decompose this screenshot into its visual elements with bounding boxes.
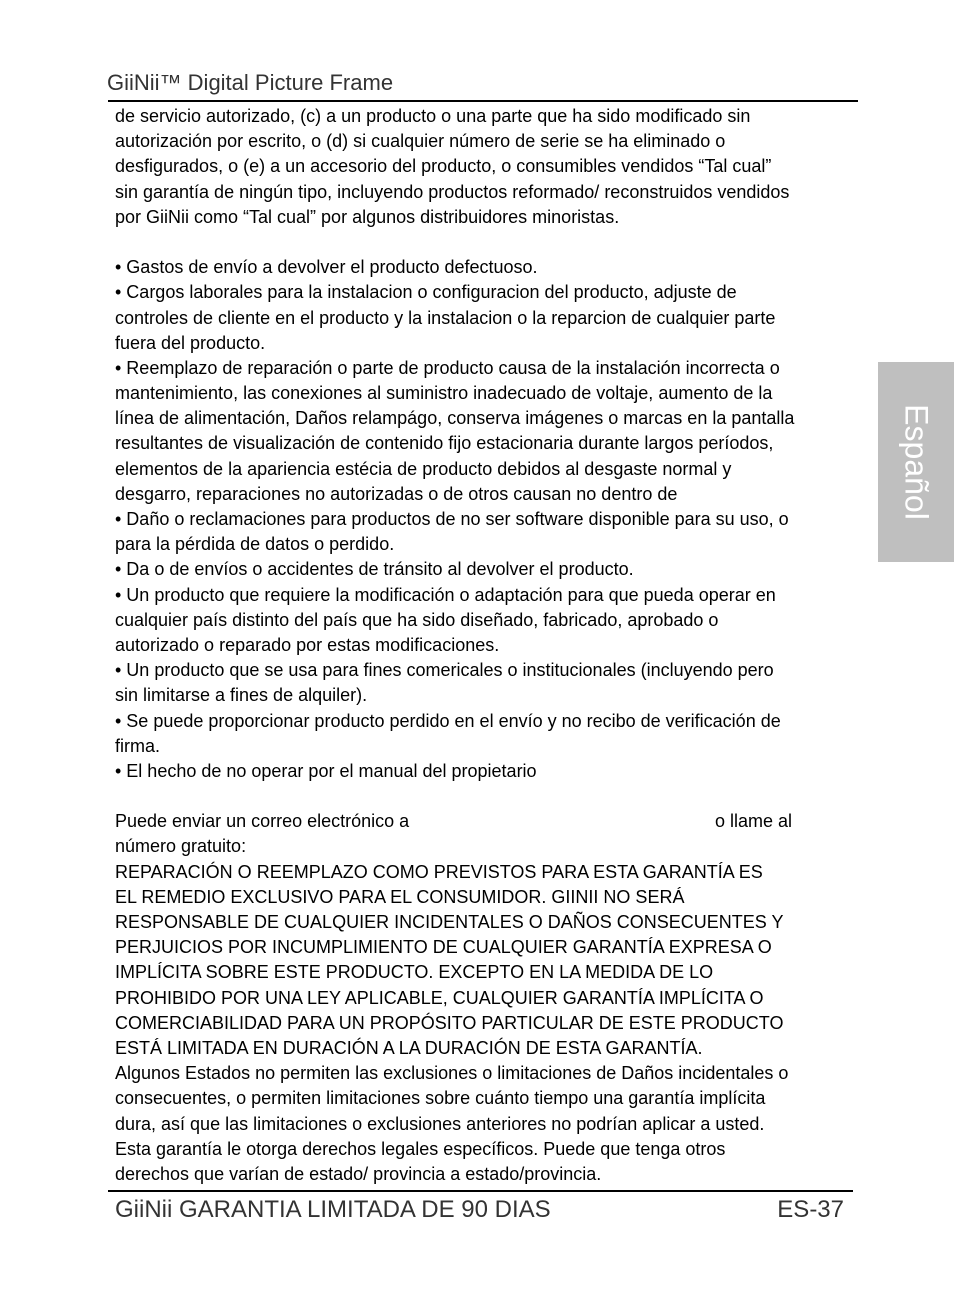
text-line: resultantes de visualización de contenido fijo estacionaria durante largos períodos, [115,433,774,454]
text-line: IMPLÍCITA SOBRE ESTE PRODUCTO. EXCEPTO EN LA MEDIDA DE LO [115,962,714,983]
footer-divider [108,1190,853,1192]
paragraph-spacer [115,784,860,809]
text-line: desgarro, reparaciones no autorizadas o de otros causan no dentro de [115,483,678,504]
text-line: número gratuito: [115,836,247,857]
text-line: línea de alimentación, Daños relampágo, conserva imágenes o marcas en la pantalla [115,408,795,429]
paragraph-spacer [115,230,860,255]
page-number: ES-37 [777,1196,844,1223]
text-line: para la pérdida de datos o perdido. [115,534,395,555]
text-line: elementos de la apariencia estécia de producto debidos al desgaste normal y [115,458,732,479]
text-line: • El hecho de no operar por el manual del propietario [115,760,537,781]
text-line: PERJUICIOS POR INCUMPLIMIENTO DE CUALQUIER GARANTÍA EXPRESA O [115,937,772,958]
text-line: REPARACIÓN O REEMPLAZO COMO PREVISTOS PARA ESTA GARANTÍA ES [115,861,763,882]
text-line: consecuentes, o permiten limitaciones sobre cuánto tiempo una garantía implícita [115,1088,766,1109]
text-line: cualquier país distinto del país que ha sido diseñado, fabricado, aprobado o [115,609,719,630]
text-line: dura, así que las limitaciones o exclusiones anteriores no podrían aplicar a usted. [115,1113,765,1134]
text-line: COMERCIABILIDAD PARA UN PROPÓSITO PARTICULAR DE ESTE PRODUCTO [115,1012,784,1033]
text-line: • Un producto que requiere la modificación o adaptación para que pueda operar en [115,584,776,605]
text-line: autorización por escrito, o (d) si cualquier número de serie se ha eliminado o [115,131,726,152]
text-line: • Cargos laborales para la instalacion o configuracion del producto, adjuste de [115,282,737,303]
text-line: Esta garantía le otorga derechos legales específicos. Puede que tenga otros [115,1138,726,1159]
text-line: desfigurados, o (e) a un accesorio del producto, o consumibles vendidos “Tal cual” [115,156,772,177]
text-line: Algunos Estados no permiten las exclusiones o limitaciones de Daños incidentales o [115,1063,789,1084]
text-line: • Un producto que se usa para fines comericales o institucionales (incluyendo pero [115,660,774,681]
text-line: por GiiNii como “Tal cual” por algunos distribuidores minoristas. [115,206,620,227]
text-line: de servicio autorizado, (c) a un producto o una parte que ha sido modificado sin [115,106,751,126]
text-line: • Gastos de envío a devolver el producto defectuoso. [115,257,538,278]
body-paragraphs [115,104,860,809]
text-line: sin limitarse a fines de alquiler). [115,685,368,706]
text-line: PROHIBIDO POR UNA LEY APLICABLE, CUALQUIER GARANTÍA IMPLÍCITA O [115,987,764,1008]
header-divider [108,100,858,102]
text-line: • Daño o reclamaciones para productos de no ser software disponible para su uso, o [115,509,789,529]
email-prompt-text: Puede enviar un correo electrónico a [115,811,410,832]
warranty-body [115,104,860,1187]
text-line: firma. [115,735,160,756]
text-line: controles de cliente en el producto y la instalacion o la reparcion de cualquier parte [115,307,776,328]
text-line: • Reemplazo de reparación o parte de producto causa de la instalación incorrecta o [115,357,780,378]
text-line: • Se puede proporcionar producto perdido en el envío y no recibo de verificación de [115,710,781,731]
text-line: mantenimiento, las conexiones al suministro inadecuado de voltaje, aumento de la [115,383,773,404]
text-line: sin garantía de ningún tipo, incluyendo productos reformado/ reconstruidos vendidos [115,181,790,202]
text-line: • Da o de envíos o accidentes de tránsito al devolver el producto. [115,559,634,580]
footer-section-title: GiiNii GARANTIA LIMITADA DE 90 DIAS [115,1196,551,1223]
text-line: RESPONSABLE DE CUALQUIER INCIDENTALES O DAÑOS CONSECUENTES Y [115,912,784,932]
text-line: autorizado o reparado por estas modificaciones. [115,634,500,655]
text-line: EL REMEDIO EXCLUSIVO PARA EL CONSUMIDOR. GIINII NO SERÁ [115,886,685,907]
body-paragraphs-continued [115,834,860,1187]
text-line: fuera del producto. [115,332,266,353]
email-line [115,809,860,834]
phone-prompt-text: o llame al [715,811,793,832]
text-line: derechos que varían de estado/ provincia a estado/provincia. [115,1163,602,1184]
language-side-tab [878,362,954,562]
text-line: ESTÁ LIMITADA EN DURACIÓN A LA DURACIÓN DE ESTA GARANTÍA. [115,1037,703,1058]
page-header-title: GiiNii™ Digital Picture Frame [107,70,394,95]
language-tab-label: Español [898,404,935,520]
